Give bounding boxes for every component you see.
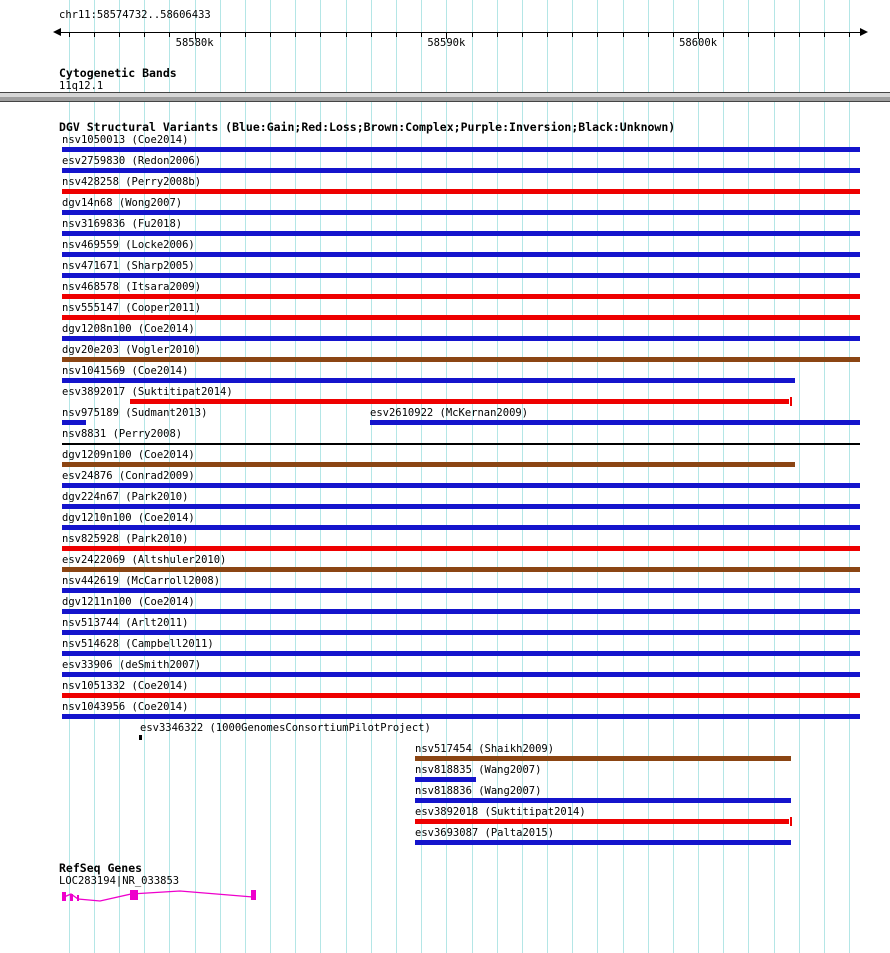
variant-row (0, 470, 890, 491)
variant-bar[interactable] (62, 525, 860, 530)
variant-bar[interactable] (62, 483, 860, 488)
variant-label: esv33906 (deSmith2007) (62, 659, 202, 671)
variant-row (0, 302, 890, 323)
variant-row (0, 323, 890, 344)
variant-bar[interactable] (62, 504, 860, 509)
variant-bar[interactable] (415, 756, 791, 761)
gene-exon (130, 890, 138, 900)
variant-label: nsv469559 (Locke2006) (62, 239, 195, 251)
variant-endcap (790, 397, 792, 406)
variant-label: nsv514628 (Campbell2011) (62, 638, 214, 650)
gene-exon (62, 892, 66, 901)
variant-label: nsv468578 (Itsara2009) (62, 281, 202, 293)
variant-row (0, 176, 890, 197)
variant-label: esv2610922 (McKernan2009) (370, 407, 529, 419)
variant-bar[interactable] (62, 693, 860, 698)
variant-row (0, 596, 890, 617)
variant-row (0, 701, 890, 722)
variant-label: dgv1209n100 (Coe2014) (62, 449, 195, 461)
variant-row (0, 428, 890, 449)
region-label: chr11:58574732..58606433 (59, 9, 211, 21)
variant-row (0, 722, 890, 743)
variant-row (0, 239, 890, 260)
variant-bar[interactable] (62, 336, 860, 341)
variant-label: nsv1051332 (Coe2014) (62, 680, 189, 692)
variant-label: nsv8831 (Perry2008) (62, 428, 183, 440)
variant-label: dgv1211n100 (Coe2014) (62, 596, 195, 608)
variant-label: dgv1210n100 (Coe2014) (62, 512, 195, 524)
variant-bar[interactable] (415, 819, 789, 824)
variant-label: nsv825928 (Park2010) (62, 533, 189, 545)
variant-bar[interactable] (62, 168, 860, 173)
variant-row (0, 680, 890, 701)
variant-label: nsv442619 (McCarroll2008) (62, 575, 221, 587)
variant-bar[interactable] (62, 567, 860, 572)
variant-bar[interactable] (415, 777, 476, 782)
cytoband-name: 11q12.1 (59, 80, 104, 92)
variant-row (0, 155, 890, 176)
variant-bar[interactable] (62, 443, 860, 445)
variant-row (0, 365, 890, 386)
gene-exon (70, 894, 73, 901)
variant-bar[interactable] (62, 273, 860, 278)
variant-endcap (790, 817, 792, 826)
variant-bar[interactable] (62, 147, 860, 152)
variant-label: dgv1208n100 (Coe2014) (62, 323, 195, 335)
variant-label: esv3693087 (Palta2015) (415, 827, 555, 839)
variant-label: nsv513744 (Arlt2011) (62, 617, 189, 629)
variant-bar[interactable] (62, 189, 860, 194)
variant-bar[interactable] (62, 210, 860, 215)
refseq-gene-name: LOC283194|NR_033853 (59, 875, 180, 887)
variant-row (0, 512, 890, 533)
variant-label: esv2759830 (Redon2006) (62, 155, 202, 167)
variant-row (0, 407, 890, 428)
variant-bar[interactable] (139, 735, 142, 740)
dgv-track-title: DGV Structural Variants (Blue:Gain;Red:Loss;Brown:Complex;Purple:Inversion;Black:Unknown) (59, 120, 676, 134)
variant-label: dgv20e203 (Vogler2010) (62, 344, 202, 356)
variant-row (0, 533, 890, 554)
variant-label: nsv1050013 (Coe2014) (62, 134, 189, 146)
variant-label: nsv471671 (Sharp2005) (62, 260, 195, 272)
variant-bar[interactable] (62, 420, 86, 425)
variant-label: nsv818836 (Wang2007) (415, 785, 542, 797)
variant-label: nsv975189 (Sudmant2013) (62, 407, 208, 419)
variant-bar[interactable] (62, 609, 860, 614)
variant-label: dgv14n68 (Wong2007) (62, 197, 183, 209)
variant-bar[interactable] (62, 462, 795, 467)
gene-exon (251, 890, 256, 900)
variant-row (0, 743, 890, 764)
variant-bar[interactable] (415, 840, 791, 845)
variant-row (0, 449, 890, 470)
variant-bar[interactable] (62, 315, 860, 320)
variant-bar[interactable] (62, 672, 860, 677)
variant-row (0, 638, 890, 659)
variant-row (0, 785, 890, 806)
variant-row (0, 281, 890, 302)
variant-bar[interactable] (370, 420, 860, 425)
variant-bar[interactable] (62, 252, 860, 257)
variant-label: esv3892017 (Suktitipat2014) (62, 386, 233, 398)
variant-bar[interactable] (62, 651, 860, 656)
variant-label: esv24876 (Conrad2009) (62, 470, 195, 482)
variant-label: nsv555147 (Cooper2011) (62, 302, 202, 314)
variant-row (0, 764, 890, 785)
variant-bar[interactable] (130, 399, 789, 404)
variant-row (0, 218, 890, 239)
variant-label: esv3892018 (Suktitipat2014) (415, 806, 586, 818)
gene-intron-line (64, 891, 253, 901)
variant-row (0, 659, 890, 680)
variant-label: nsv1043956 (Coe2014) (62, 701, 189, 713)
variant-row (0, 617, 890, 638)
variant-bar[interactable] (62, 714, 860, 719)
variant-label: nsv818835 (Wang2007) (415, 764, 542, 776)
refseq-gene-glyph[interactable] (0, 886, 300, 912)
variant-label: nsv3169836 (Fu2018) (62, 218, 183, 230)
variant-bar[interactable] (62, 294, 860, 299)
axis-tick-label: 58580k (175, 37, 214, 49)
variant-row (0, 575, 890, 596)
variant-row (0, 197, 890, 218)
gene-exon (77, 895, 79, 901)
variant-label: esv3346322 (1000GenomesConsortiumPilotProject) (140, 722, 431, 734)
variant-row (0, 344, 890, 365)
refseq-title: RefSeq Genes (59, 861, 143, 875)
cytobands-title: Cytogenetic Bands (59, 66, 177, 80)
variant-row (0, 491, 890, 512)
axis-tick-label: 58590k (427, 37, 466, 49)
axis-tick-label: 58600k (679, 37, 718, 49)
variant-row (0, 260, 890, 281)
variant-bar[interactable] (62, 231, 860, 236)
variant-row (0, 554, 890, 575)
variant-row (0, 134, 890, 155)
variant-bar[interactable] (62, 546, 860, 551)
variant-label: nsv1041569 (Coe2014) (62, 365, 189, 377)
variant-bar[interactable] (62, 378, 795, 383)
variant-label: nsv517454 (Shaikh2009) (415, 743, 555, 755)
variant-row (0, 386, 890, 407)
variant-bar[interactable] (415, 798, 791, 803)
variant-bar[interactable] (62, 588, 860, 593)
variant-row (0, 806, 890, 827)
variant-bar[interactable] (62, 357, 860, 362)
variant-label: nsv428258 (Perry2008b) (62, 176, 202, 188)
variant-label: esv2422069 (Altshuler2010) (62, 554, 227, 566)
variant-bar[interactable] (62, 630, 860, 635)
variant-label: dgv224n67 (Park2010) (62, 491, 189, 503)
variant-row (0, 827, 890, 848)
